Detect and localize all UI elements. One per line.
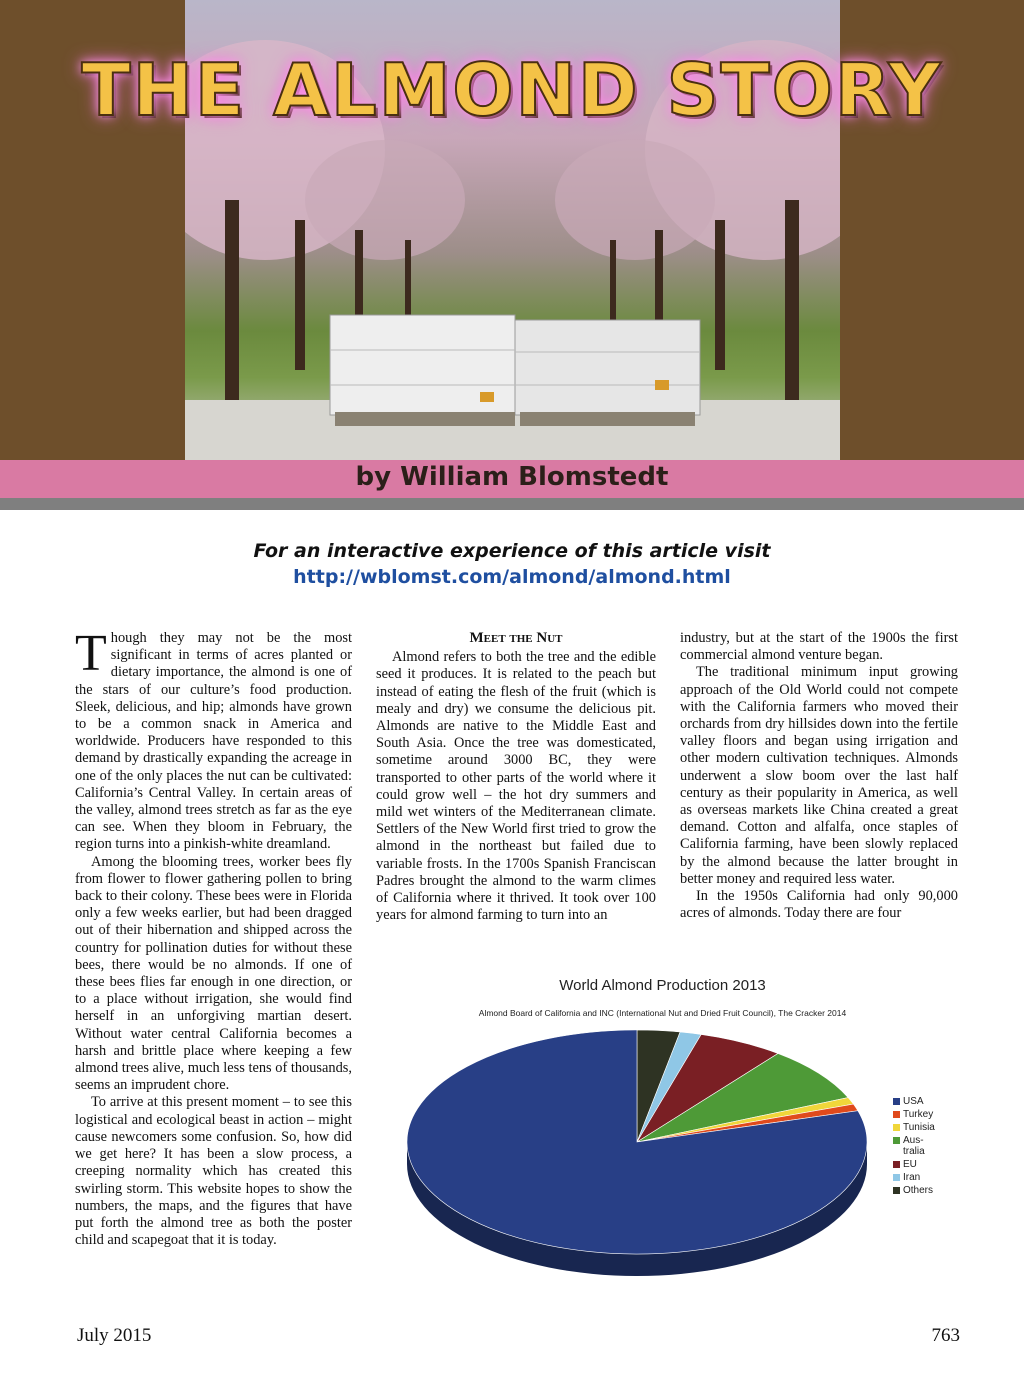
legend-item-eu — [893, 1159, 939, 1170]
column-3 — [680, 630, 958, 922]
article-title: THE ALMOND STORY — [81, 48, 943, 132]
legend-swatch — [893, 1124, 900, 1131]
legend-item-tunisia — [893, 1122, 939, 1133]
pie-slice-eu — [637, 1034, 778, 1142]
pie-side-wall — [407, 1142, 867, 1276]
legend-swatch — [893, 1111, 900, 1118]
legend-swatch — [893, 1098, 900, 1105]
interactive-note — [0, 540, 1024, 588]
pie-slice-australia — [637, 1054, 848, 1142]
legend-label: USA — [903, 1096, 924, 1107]
article-url-link[interactable]: http://wblomst.com/almond/almond.html — [293, 566, 731, 588]
legend-item-australia — [893, 1135, 939, 1157]
legend-label: Turkey — [903, 1109, 934, 1120]
pie-slice-tunisia — [637, 1098, 853, 1142]
drop-cap: T — [75, 625, 107, 682]
legend-swatch — [893, 1137, 900, 1144]
legend-label: Tunisia — [903, 1122, 935, 1133]
pie-slice-turkey — [637, 1104, 858, 1142]
paragraph-1950s: In the 1950s California had only 90,000 acres of almonds. Today there are four — [680, 888, 958, 922]
byline: by William Blomstedt — [355, 462, 669, 492]
chart-legend — [893, 1096, 939, 1198]
legend-item-turkey — [893, 1109, 939, 1120]
chart-subtitle: Almond Board of California and INC (International Nut and Dried Fruit Council), The Cracker 2014 — [478, 1008, 847, 1018]
pie-slice-iran — [637, 1032, 701, 1142]
interactive-note-text: For an interactive experience of this article visit — [253, 540, 771, 562]
column-1 — [75, 625, 352, 1249]
column-2 — [376, 630, 656, 924]
bottom-strip — [0, 498, 1024, 510]
header-banner — [0, 0, 1024, 510]
legend-swatch — [893, 1161, 900, 1168]
legend-item-others — [893, 1185, 939, 1196]
paragraph-traditional: The traditional minimum input growing approach of the Old World could not compete with the California farmers who moved their orchards from dry hillsides down into the fertile valley floors and began using irrigation and other modern cultivation techniques. Almonds underwent a slow boom over the last half century as their popularity in America, as well as overseas markets like China created a great demand. Cotton and alfalfa, once staples of California farming, have been slowly replaced by the almond because the latter brought in better money and required less water. — [680, 664, 958, 887]
legend-label: Others — [903, 1185, 934, 1196]
paragraph-bees: Among the blooming trees, worker bees fly from flower to flower gathering pollen to bring back to their colony. These bees were in Florida only a few weeks earlier, but had been dragged out of their hibernation and shipped across the country for pollination duties for without these bees, there would be no almonds. If one of these bees flies far enough in one direction, or to a place without irrigation, she would find herself in an unforgiving martian desert. Without water central California becomes a harsh and brittle place where keeping a few almond trees alive, much less tens of thousands, seems an imprudent chore. — [75, 853, 352, 1094]
pie-slice-usa — [407, 1030, 867, 1254]
legend-swatch — [893, 1187, 900, 1194]
paragraph-arrive: To arrive at this present moment – to see this logistical and ecological beast in action – might cause newcomers some confusion. So, how did we get here? It has been a slow process, a creeping normality which has created this swirling storm. This website hopes to show the numbers, the maps, and the figures that have put forth the almond tree as both the poster child and scapegoat that it is today. — [75, 1094, 352, 1249]
legend-label: EU — [903, 1159, 917, 1170]
pie-slice-others — [637, 1030, 680, 1142]
chart-title: World Almond Production 2013 — [559, 977, 766, 994]
legend-swatch — [893, 1174, 900, 1181]
issue-date: July 2015 — [77, 1325, 152, 1346]
page-number: 763 — [931, 1325, 960, 1346]
intro-paragraph — [75, 625, 352, 854]
legend-item-usa — [893, 1096, 939, 1107]
paragraph-meet-nut: Almond refers to both the tree and the edible seed it produces. It is related to the peach but instead of eating the flesh of the fruit (which is mealy and dry) we consume the delicious pit. Almonds are native to the Middle East and South Asia. Once the tree was domesticated, sometime around 3000 BC, they were transported to other parts of the world where it could grow well – the hot dry summers and mild wet winters of the Mediterranean climate. Settlers of the New World first tried to grow the almond in the northeast but failed due to variable frosts. In the 1700s Spanish Franciscan Padres brought the almond to the warm climes of California where it thrived. It took over 100 years for almond farming to turn into an — [376, 649, 656, 924]
legend-label: Aus- tralia — [903, 1135, 925, 1157]
legend-label: Iran — [903, 1172, 921, 1183]
paragraph-industry: industry, but at the start of the 1900s the first commercial almond venture began. — [680, 630, 958, 664]
section-heading: Meet the Nut — [469, 630, 563, 646]
legend-item-iran — [893, 1172, 939, 1183]
intro-text: hough they may not be the most significant in terms of acres planted or dietary importance, the almond is one of the stars of our culture’s food production. Sleek, delicious, and hip; almonds have grown to be a common snack in America and worldwide. Producers have responded to this demand by drastically expanding the acreage in one of the only places the nut can be cultivated: California’s Central Valley. In certain areas of the valley, almond trees stretch as far as the eye can see. When they bloom in February, the region turns into a pinkish-white dreamland. — [75, 630, 352, 853]
